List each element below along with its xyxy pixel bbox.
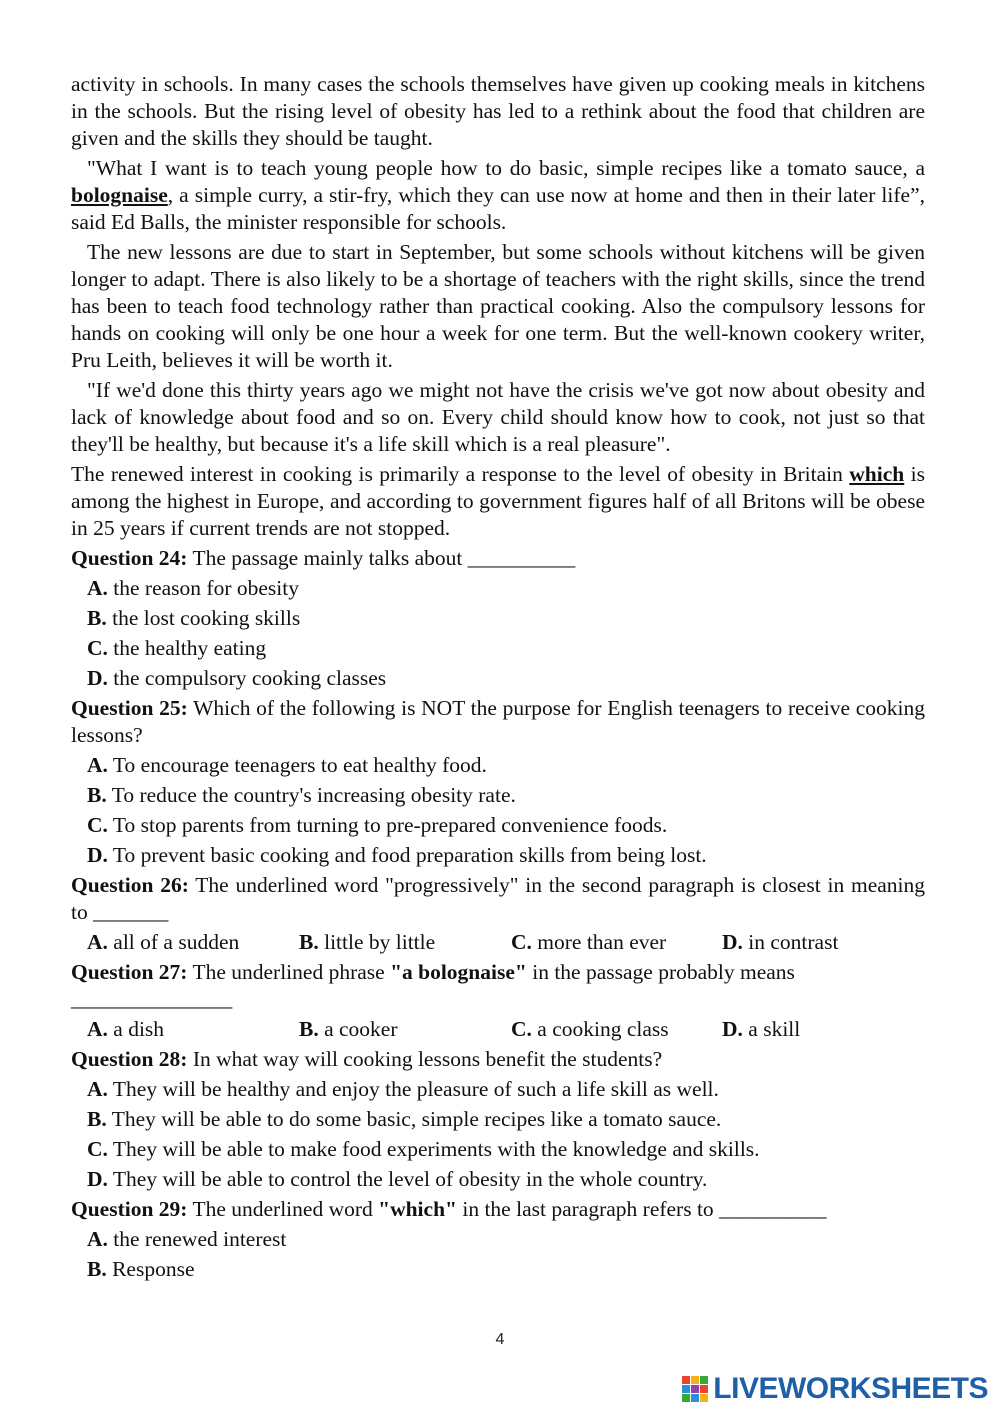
q28-option-a[interactable] — [87, 1076, 925, 1103]
liveworksheets-brand[interactable] — [681, 1372, 988, 1406]
page-number: 4 — [495, 1331, 505, 1348]
option-letter: A. — [87, 1227, 108, 1251]
q29-option-b[interactable] — [87, 1256, 925, 1283]
q27-option-b[interactable] — [299, 1016, 511, 1043]
q27-options-row — [87, 1016, 925, 1043]
option-letter: D. — [87, 843, 108, 867]
q24-option-a[interactable] — [87, 575, 925, 602]
option-letter: D. — [87, 1167, 108, 1191]
option-letter: A. — [87, 753, 108, 777]
q28-option-c[interactable] — [87, 1136, 925, 1163]
question-text: in the passage probably means — [526, 960, 795, 984]
option-text: the lost cooking skills — [106, 606, 301, 630]
question-text: in the last paragraph refers to __________ — [456, 1197, 827, 1221]
paragraph-text: is among the highest in Europe, and according to government figures half of all Britons will be obese in 25 years if current trends are not stopped. — [71, 462, 925, 540]
option-text: Response — [106, 1257, 195, 1281]
option-letter: B. — [299, 930, 319, 954]
passage-paragraph-5 — [71, 461, 925, 542]
passage-paragraph-2 — [71, 155, 925, 236]
q26-options-row — [87, 929, 925, 956]
q26-option-a[interactable] — [87, 929, 299, 956]
option-text: all of a sudden — [107, 930, 240, 954]
option-text: To stop parents from turning to pre-prepared convenience foods. — [107, 813, 668, 837]
option-text: in contrast — [742, 930, 839, 954]
option-letter: C. — [511, 1017, 532, 1041]
option-text: the compulsory cooking classes — [107, 666, 387, 690]
question-label: Question 28: — [71, 1047, 188, 1071]
option-letter: C. — [87, 813, 108, 837]
worksheet-page — [71, 71, 925, 1286]
option-text: They will be healthy and enjoy the pleasure of such a life skill as well. — [107, 1077, 719, 1101]
option-text: a dish — [107, 1017, 165, 1041]
q26-option-c[interactable] — [511, 929, 722, 956]
question-word: "which" — [378, 1197, 457, 1221]
underlined-word-which: which — [849, 462, 905, 486]
option-text: a cooker — [318, 1017, 398, 1041]
q28-option-d[interactable] — [87, 1166, 925, 1193]
option-text: They will be able to do some basic, simple recipes like a tomato sauce. — [106, 1107, 722, 1131]
option-text: They will be able to control the level of obesity in the whole country. — [107, 1167, 708, 1191]
option-letter: D. — [87, 666, 108, 690]
option-text: a skill — [742, 1017, 801, 1041]
option-text: a cooking class — [531, 1017, 669, 1041]
question-text: In what way will cooking lessons benefit the students? — [187, 1047, 663, 1071]
q24-option-b[interactable] — [87, 605, 925, 632]
passage-paragraph-3: The new lessons are due to start in September, but some schools without kitchens will be given longer to adapt. There is also likely to be a shortage of teachers with the right skills, since the trend has been to teach food technology rather than practical cooking. Also the compulsory lessons for hands on cooking will only be one hour a week for one term. But the well-known cookery writer, Pru Leith, believes it will be worth it. — [71, 240, 925, 372]
question-26 — [71, 872, 925, 926]
question-29 — [71, 1196, 925, 1223]
option-text: the healthy eating — [107, 636, 267, 660]
q25-option-c[interactable] — [87, 812, 925, 839]
option-text: the renewed interest — [107, 1227, 287, 1251]
passage-paragraph-1: activity in schools. In many cases the schools themselves have given up cooking meals in kitchens in the schools. But the rising level of obesity has led to a rethink about the food that children are given and the skills they should be taught. — [71, 72, 925, 150]
option-letter: C. — [87, 1137, 108, 1161]
question-label: Question 25: — [71, 696, 188, 720]
question-label: Question 29: — [71, 1197, 188, 1221]
q24-option-c[interactable] — [87, 635, 925, 662]
q26-option-d[interactable] — [722, 929, 838, 956]
option-letter: B. — [87, 1257, 107, 1281]
question-27 — [71, 959, 925, 1013]
option-text: To reduce the country's increasing obesity rate. — [106, 783, 516, 807]
option-letter: A. — [87, 1077, 108, 1101]
option-text: little by little — [318, 930, 436, 954]
q29-option-a[interactable] — [87, 1226, 925, 1253]
q25-option-d[interactable] — [87, 842, 925, 869]
option-text: To prevent basic cooking and food preparation skills from being lost. — [107, 843, 707, 867]
question-phrase: "a bolognaise" — [390, 960, 527, 984]
passage-paragraph-4: "If we'd done this thirty years ago we might not have the crisis we've got now about obesity and lack of knowledge about food and so on. Every child should know how to cook, not just so that they'll be healthy, but because it's a life skill which is a real pleasure". — [71, 378, 925, 456]
answer-blank: _______________ — [71, 987, 233, 1011]
option-letter: A. — [87, 576, 108, 600]
option-text: They will be able to make food experiments with the knowledge and skills. — [107, 1137, 760, 1161]
option-letter: D. — [722, 930, 743, 954]
question-25 — [71, 695, 925, 749]
q27-option-d[interactable] — [722, 1016, 800, 1043]
brand-name: LIVEWORKSHEETS — [713, 1372, 988, 1405]
q25-option-a[interactable] — [87, 752, 925, 779]
option-letter: A. — [87, 1017, 108, 1041]
q27-option-c[interactable] — [511, 1016, 722, 1043]
question-text: The underlined phrase — [187, 960, 391, 984]
question-text: The passage mainly talks about __________ — [187, 546, 576, 570]
q25-option-b[interactable] — [87, 782, 925, 809]
question-text: The underlined word — [187, 1197, 379, 1221]
option-text: To encourage teenagers to eat healthy food. — [107, 753, 487, 777]
option-letter: B. — [87, 1107, 107, 1131]
option-letter: D. — [722, 1017, 743, 1041]
question-24 — [71, 545, 925, 572]
option-text: the reason for obesity — [107, 576, 299, 600]
question-label: Question 27: — [71, 960, 188, 984]
underlined-word-bolognaise: bolognaise — [71, 183, 168, 207]
question-text: The underlined word "progressively" in the second paragraph is closest in meaning to _______ — [71, 873, 925, 924]
question-text: Which of the following is NOT the purpose for English teenagers to receive cooking lessons? — [71, 696, 925, 747]
option-letter: A. — [87, 930, 108, 954]
q26-option-b[interactable] — [299, 929, 511, 956]
paragraph-text: The renewed interest in cooking is primarily a response to the level of obesity in Britain — [71, 462, 850, 486]
question-label: Question 26: — [71, 873, 189, 897]
option-letter: C. — [511, 930, 532, 954]
q24-option-d[interactable] — [87, 665, 925, 692]
question-label: Question 24: — [71, 546, 188, 570]
paragraph-text: , a simple curry, a stir-fry, which they can use now at home and then in their later life”, said Ed Balls, the minister responsible for schools. — [71, 183, 925, 234]
paragraph-text: "What I want is to teach young people how to do basic, simple recipes like a tomato sauce, a — [87, 156, 925, 180]
option-letter: B. — [87, 606, 107, 630]
option-text: more than ever — [531, 930, 667, 954]
liveworksheets-logo-icon — [681, 1375, 709, 1403]
option-letter: B. — [87, 783, 107, 807]
option-letter: C. — [87, 636, 108, 660]
question-28 — [71, 1046, 925, 1073]
option-letter: B. — [299, 1017, 319, 1041]
q28-option-b[interactable] — [87, 1106, 925, 1133]
q27-option-a[interactable] — [87, 1016, 299, 1043]
